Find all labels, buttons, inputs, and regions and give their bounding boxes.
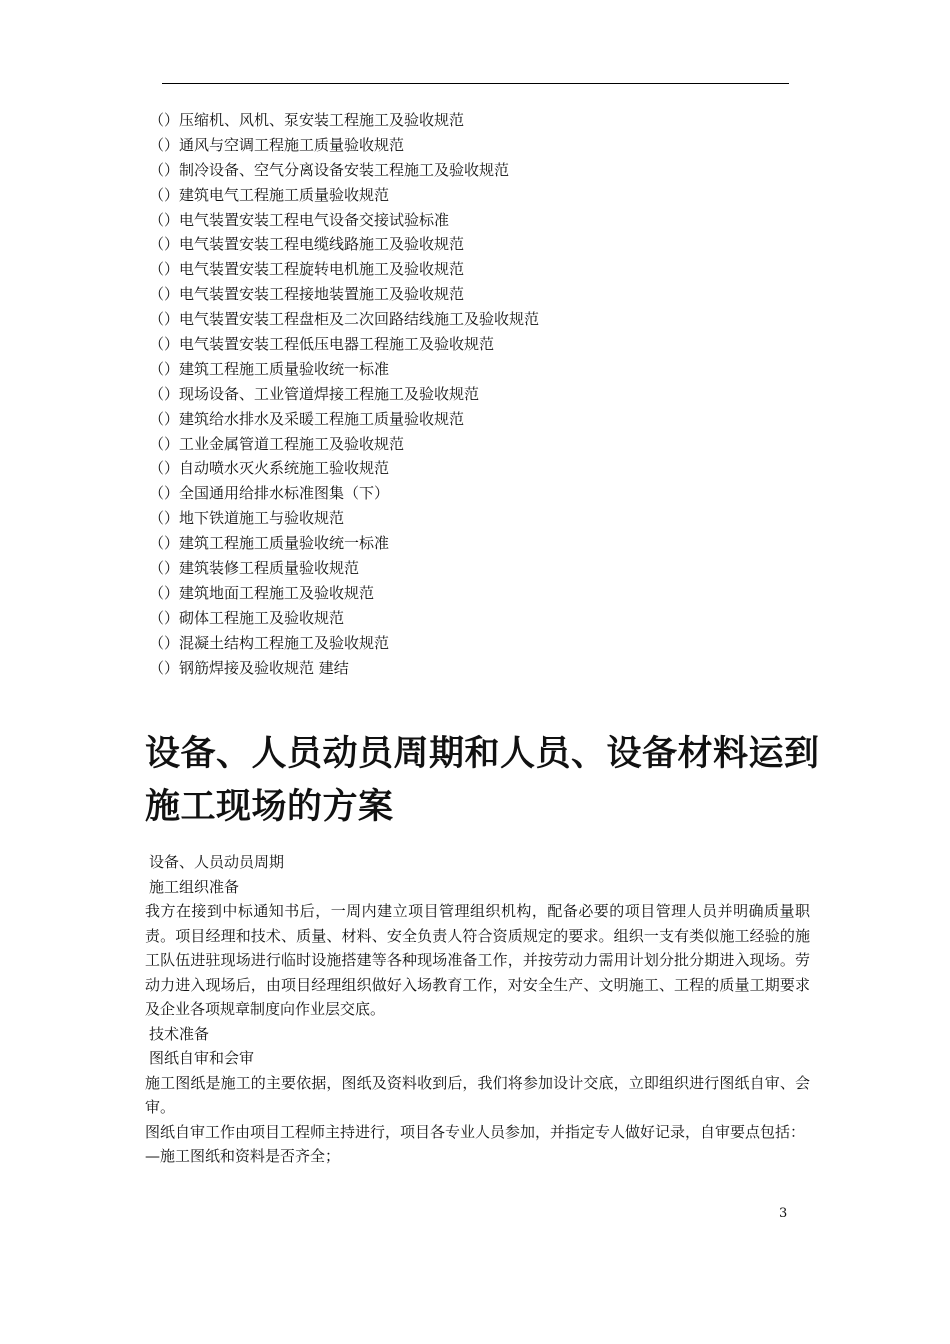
- list-item: （）制冷设备、空气分离设备安装工程施工及验收规范: [149, 160, 510, 179]
- list-item: （）通风与空调工程施工质量验收规范: [149, 135, 405, 154]
- list-item: （）工业金属管道工程施工及验收规范: [149, 434, 405, 453]
- list-item: （）全国通用给排水标准图集（下）: [149, 484, 390, 503]
- list-item: （）砌体工程施工及验收规范: [149, 608, 345, 627]
- list-item: （）建筑装修工程质量验收规范: [149, 559, 360, 578]
- paragraph-organization: 我方在接到中标通知书后，一周内建立项目管理组织机构，配备必要的项目管理人员并明确质量职责。项目经理和技术、质量、材料、安全负责人符合资质规定的要求。组织一支有类似施工经验的施工队伍进驻现场进行临时设施搭建等各种现场准备工作，并按劳动力需用计划分批分期进入现场。劳动力进入现场后，由项目经理组织做好入场教育工作，对安全生产、文明施工、工程的质量工期要求及企业各项规章制度向作业层交底。: [145, 902, 810, 1018]
- list-item: （）电气装置安装工程盘柜及二次回路结线施工及验收规范: [149, 310, 540, 329]
- subheading-technical: 技术准备: [149, 1024, 210, 1043]
- page-number: 3: [779, 1206, 788, 1221]
- list-item: （）建筑工程施工质量验收统一标准: [149, 359, 390, 378]
- list-item: （）建筑工程施工质量验收统一标准: [149, 534, 390, 553]
- list-item: （）压缩机、风机、泵安装工程施工及验收规范: [149, 111, 465, 129]
- list-item: （）建筑给水排水及采暖工程施工质量验收规范: [149, 409, 465, 428]
- list-item: （）电气装置安装工程电气设备交接试验标准: [149, 210, 450, 229]
- section-heading: 设备、人员动员周期和人员、设备材料运到施工现场的方案: [145, 734, 820, 827]
- list-item: （）地下铁道施工与验收规范: [149, 509, 345, 528]
- list-item: （）电气装置安装工程电缆线路施工及验收规范: [149, 235, 465, 254]
- subheading-mobilization: 设备、人员动员周期: [149, 853, 285, 871]
- list-item: （）钢筋焊接及验收规范 建结: [149, 658, 349, 677]
- subheading-organization: 施工组织准备: [149, 877, 240, 896]
- list-item: （）建筑电气工程施工质量验收规范: [149, 185, 390, 204]
- paragraph-drawings: 施工图纸是施工的主要依据，图纸及资料收到后，我们将参加设计交底，立即组织进行图纸自审、会审。: [145, 1073, 810, 1116]
- paragraph-checklist-item: —施工图纸和资料是否齐全；: [145, 1147, 341, 1165]
- standards-list: [149, 108, 809, 680]
- section-body: [145, 850, 810, 1169]
- subheading-drawing-review: 图纸自审和会审: [149, 1049, 255, 1067]
- list-item: （）电气装置安装工程接地装置施工及验收规范: [149, 285, 465, 304]
- paragraph-self-review: 图纸自审工作由项目工程师主持进行，项目各专业人员参加，并指定专人做好记录，自审要点包括：: [145, 1122, 806, 1141]
- header-rule: [162, 83, 789, 84]
- list-item: （）电气装置安装工程低压电器工程施工及验收规范: [149, 335, 495, 354]
- list-item: （）电气装置安装工程旋转电机施工及验收规范: [149, 260, 465, 279]
- list-item: （）现场设备、工业管道焊接工程施工及验收规范: [149, 384, 480, 403]
- list-item: （）混凝土结构工程施工及验收规范: [149, 633, 390, 652]
- list-item: （）自动喷水灭火系统施工验收规范: [149, 459, 390, 478]
- list-item: （）建筑地面工程施工及验收规范: [149, 583, 375, 602]
